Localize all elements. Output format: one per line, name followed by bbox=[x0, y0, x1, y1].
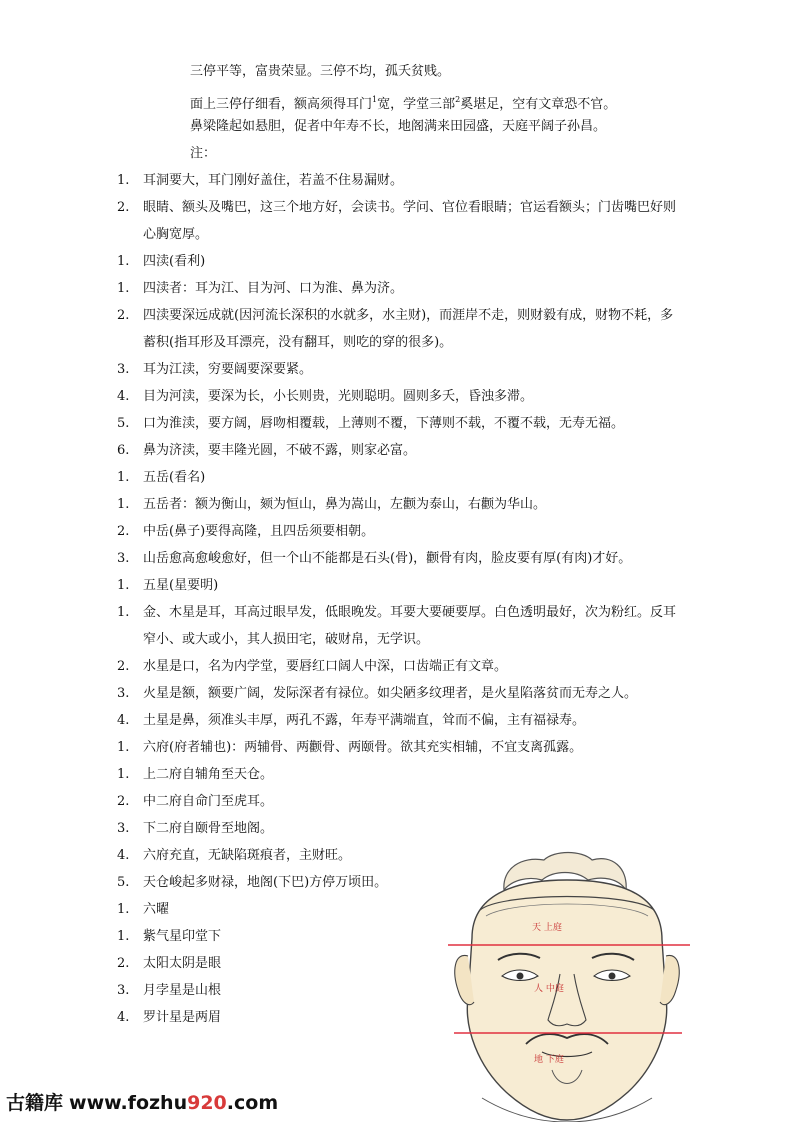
item-number: 3. bbox=[117, 551, 130, 566]
watermark-url-accent: 920 bbox=[187, 1092, 227, 1114]
item-number: 2. bbox=[117, 956, 130, 971]
footnote-ref-2: 2 bbox=[455, 95, 461, 104]
item-text: 土星是鼻，须准头丰厚，两孔不露，年寿平满端直，耸而不偏，主有福禄寿。 bbox=[143, 713, 586, 728]
right-pupil bbox=[609, 973, 616, 980]
item-text: 太阳太阴是眼 bbox=[143, 956, 222, 971]
left-pupil bbox=[517, 973, 524, 980]
item-number: 1. bbox=[117, 173, 130, 188]
item-number: 1. bbox=[117, 497, 130, 512]
item-number: 3. bbox=[117, 983, 130, 998]
intro-line-2 bbox=[190, 91, 616, 114]
item-number: 1. bbox=[117, 605, 130, 620]
item-text: 六府充直，无缺陷斑痕者，主财旺。 bbox=[143, 848, 352, 863]
item-number: 1. bbox=[117, 254, 130, 269]
item-text: 眼睛、额头及嘴巴，这三个地方好，会读书。学问、官位看眼睛；官运看额头；门齿嘴巴好则 bbox=[143, 200, 677, 215]
watermark-url-suffix: .com bbox=[226, 1092, 279, 1114]
item-number: 1. bbox=[117, 740, 130, 755]
lower-zone-label: 地 下庭 bbox=[534, 1055, 564, 1065]
item-text: 四渎者：耳为江、目为河、口为淮、鼻为济。 bbox=[143, 281, 404, 296]
item-text: 下二府自颐骨至地阁。 bbox=[143, 821, 274, 836]
item-number: 2. bbox=[117, 659, 130, 674]
intro-line-2-part-a: 面上三停仔细看，额高须得耳门 bbox=[190, 97, 373, 112]
item-text: 口为淮渎，要方阔，唇吻相覆载，上薄则不覆，下薄则不载，不覆不载，无寿无福。 bbox=[143, 416, 625, 431]
item-number: 1. bbox=[117, 578, 130, 593]
item-number: 4. bbox=[117, 713, 130, 728]
item-number: 6. bbox=[117, 443, 130, 458]
item-number: 5. bbox=[117, 875, 130, 890]
footnote-ref-1: 1 bbox=[372, 95, 378, 104]
item-text: 五星(星要明) bbox=[143, 578, 219, 593]
upper-zone-label: 天 上庭 bbox=[532, 923, 562, 933]
watermark-url-prefix: www.fozhu bbox=[69, 1092, 188, 1114]
item-number: 2. bbox=[117, 794, 130, 809]
item-text: 耳洞要大，耳门刚好盖住，若盖不住易漏财。 bbox=[143, 173, 404, 188]
item-text: 罗计星是两眉 bbox=[143, 1010, 222, 1025]
item-number: 2. bbox=[117, 200, 130, 215]
item-text: 上二府自辅角至天仓。 bbox=[143, 767, 274, 782]
item-text: 目为河渎，要深为长，小长则贵，光则聪明。圆则多夭，昏浊多滞。 bbox=[143, 389, 534, 404]
item-text-continued: 蓄积(指耳形及耳漂亮，没有翻耳，则吃的穿的很多)。 bbox=[143, 335, 453, 350]
middle-zone-label: 人 中庭 bbox=[534, 984, 564, 994]
item-number: 4. bbox=[117, 848, 130, 863]
item-number: 1. bbox=[117, 281, 130, 296]
item-number: 3. bbox=[117, 686, 130, 701]
note-label: 注： bbox=[190, 146, 217, 161]
intro-line-2-part-b: 宽，学堂三部 bbox=[377, 97, 456, 112]
item-number: 5. bbox=[117, 416, 130, 431]
watermark-brand: 古籍库 bbox=[6, 1092, 64, 1114]
item-text: 四渎(看利) bbox=[143, 254, 206, 269]
item-text: 水星是口，名为内学堂，要唇红口阔人中深，口齿端正有文章。 bbox=[143, 659, 508, 674]
item-text: 六曜 bbox=[143, 902, 170, 917]
item-number: 1. bbox=[117, 470, 130, 485]
item-number: 4. bbox=[117, 1010, 130, 1025]
item-number: 2. bbox=[117, 308, 130, 323]
item-text: 鼻为济渎，要丰隆光圆，不破不露，则家必富。 bbox=[143, 443, 417, 458]
item-text: 山岳愈高愈峻愈好，但一个山不能都是石头(骨)，颧骨有肉，脸皮要有厚(有肉)才好。 bbox=[143, 551, 632, 566]
item-text: 六府(府者辅也)：两辅骨、两颧骨、两颐骨。欲其充实相辅，不宜支离孤露。 bbox=[143, 740, 583, 755]
item-text: 火星是额，额要广阔，发际深者有禄位。如尖陋多纹理者，是火星陷落贫而无寿之人。 bbox=[143, 686, 638, 701]
item-text-continued: 心胸宽厚。 bbox=[143, 227, 209, 242]
item-number: 1. bbox=[117, 767, 130, 782]
item-text: 耳为江渎，穷要阔要深要紧。 bbox=[143, 362, 313, 377]
item-text: 月孛星是山根 bbox=[143, 983, 222, 998]
item-text: 金、木星是耳，耳高过眼早发，低眼晚发。耳要大要硬要厚。白色透明最好，次为粉红。反耳 bbox=[143, 605, 677, 620]
intro-line-3: 鼻梁隆起如悬胆，促者中年寿不长，地阁满来田园盛，天庭平阔子孙昌。 bbox=[190, 119, 607, 134]
face-three-zones-illustration bbox=[442, 848, 697, 1122]
item-text: 五岳(看名) bbox=[143, 470, 206, 485]
site-watermark bbox=[6, 1088, 278, 1116]
item-text: 中二府自命门至虎耳。 bbox=[143, 794, 274, 809]
item-text-continued: 窄小、或大或小，其人损田宅，破财帛，无学识。 bbox=[143, 632, 430, 647]
intro-line-1: 三停平等，富贵荣显。三停不均，孤夭贫贱。 bbox=[190, 64, 451, 79]
item-number: 3. bbox=[117, 362, 130, 377]
item-text: 天仓峻起多财禄，地阁(下巴)方停万顷田。 bbox=[143, 875, 388, 890]
item-text: 四渎要深远成就(因河流长深积的水就多，水主财)，而涯岸不走，则财毅有成，财物不耗，多 bbox=[143, 308, 674, 323]
item-text: 中岳(鼻子)要得高隆，且四岳须要相朝。 bbox=[143, 524, 375, 539]
item-number: 2. bbox=[117, 524, 130, 539]
item-number: 1. bbox=[117, 929, 130, 944]
item-number: 3. bbox=[117, 821, 130, 836]
item-number: 4. bbox=[117, 389, 130, 404]
item-text: 五岳者：额为衡山，颏为恒山，鼻为嵩山，左颧为泰山，右颧为华山。 bbox=[143, 497, 547, 512]
item-text: 紫气星印堂下 bbox=[143, 929, 222, 944]
intro-line-2-part-c: 奚堪足，空有文章恐不官。 bbox=[460, 97, 617, 112]
item-number: 1. bbox=[117, 902, 130, 917]
